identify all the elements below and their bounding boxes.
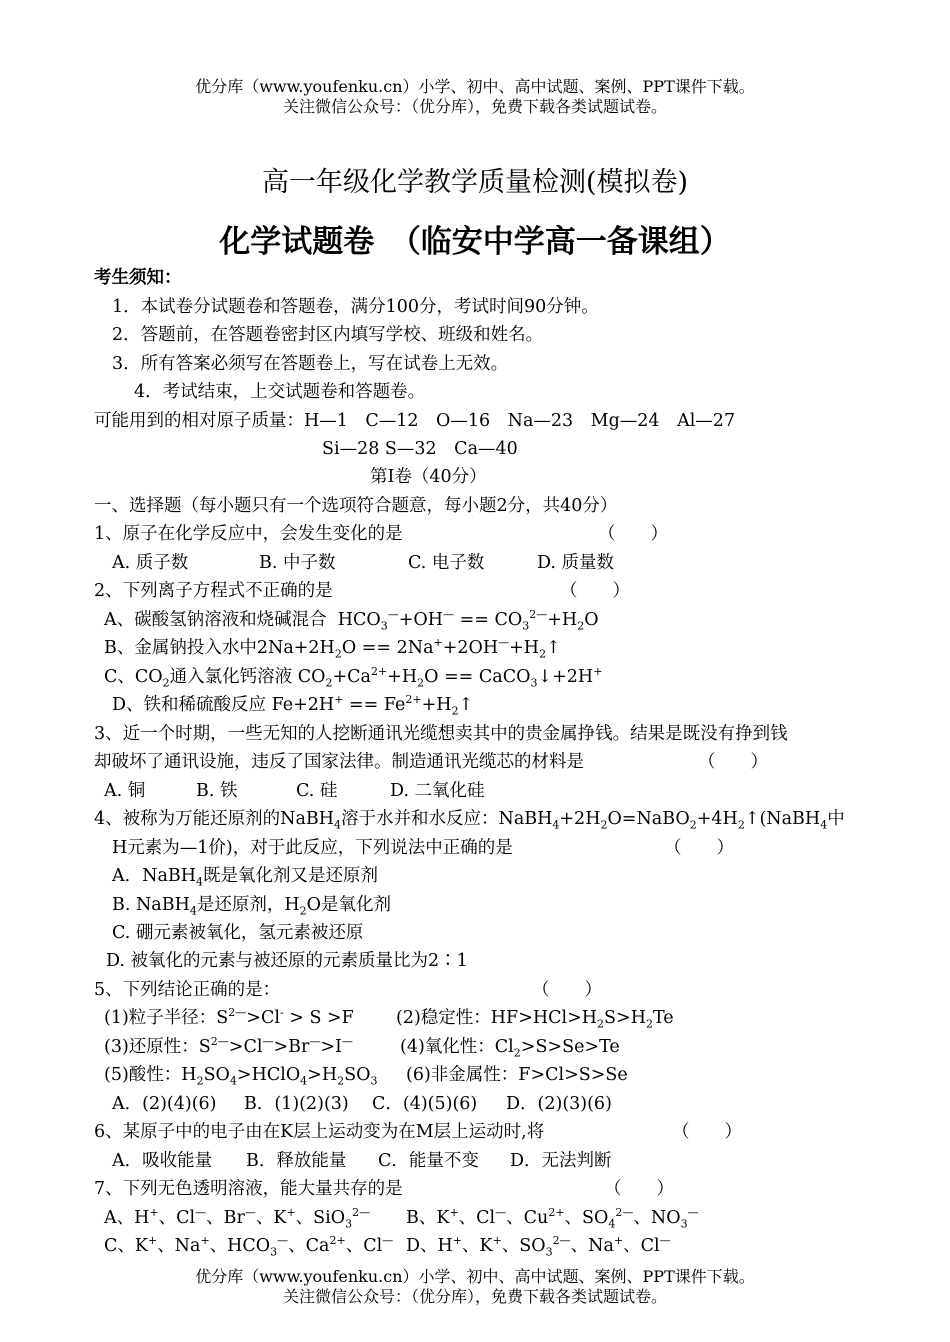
q6-option-b: B．释放能量 [246,1151,347,1171]
q4-stem-line-1: 4、被称为万能还原剂的NaBH$_4$溶于水并和水反应：$NaBH_4+2H_2O=NaBO_2+4H_2↑(NaBH_4$中 [94,809,845,832]
q7-option-d: D、H+、K+、$SO_3^{2—}$、Na+、Cl— [406,1234,671,1259]
section-heading: 一、选择题（每小题只有一个选项符合题意，每小题2分，共40分） [94,496,618,516]
q2-option-a: A、碳酸氢钠溶液和烧碱混合 $HCO_3^—+OH^— == CO_3^{2—}+H_2O$ [104,608,599,633]
q4-stem-line-2: H元素为—1价)，对于此反应，下列说法中正确的是 [112,838,513,858]
q1-option-a: A. 质子数 [112,553,189,573]
q3-answer-blank: （ ） [698,752,768,772]
q3-option-c: C. 硅 [296,781,338,801]
q7-option-b: B、K+、Cl—、$Cu^{2+}$、$SO_4^{2—}$、$NO_3^—$ [406,1206,699,1231]
q7-stem: 7、下列无色透明溶液，能大量共存的是 [94,1179,403,1199]
q2-answer-blank: （ ） [560,581,630,601]
banner-line-1: 优分库（www.youfenku.cn）小学、初中、高中试题、案例、PPT课件下载。 [195,1267,755,1286]
volume-label: 第Ⅰ卷（40分） [370,467,487,487]
q5-statement-1: (1)粒子半径：$S^{2—}>Cl^- > S >F$ [104,1006,354,1028]
q2-option-b: B、金属钠投入水中$2Na+2H_2O$ == $2Na^++2OH^—+H_2↑$ [104,636,561,661]
notice-item-1: 1．本试卷分试题卷和答题卷，满分100分，考试时间90分钟。 [112,297,599,317]
q6-option-c: C．能量不变 [378,1151,479,1171]
q5-statement-2: (2)稳定性：$HF>HCl>H_2S>H_2Te$ [396,1008,674,1031]
q6-option-d: D．无法判断 [510,1151,612,1171]
banner-line-1: 优分库（www.youfenku.cn）小学、初中、高中试题、案例、PPT课件下载。 [195,77,755,96]
q2-stem: 2、下列离子方程式不正确的是 [94,581,333,601]
q7-answer-blank: （ ） [604,1179,674,1199]
atomic-mass-line-1: 可能用到的相对原子质量：H—1 C—12 O—16 Na—23 Mg—24 Al—27 [94,411,736,431]
top-banner [0,77,950,117]
q5-option-c: C．(4)(5)(6) [372,1094,478,1114]
q4-option-d: D. 被氧化的元素与被还原的元素质量比为2∶1 [106,951,468,971]
notice-item-2: 2．答题前，在答题卷密封区内填写学校、班级和姓名。 [112,325,544,345]
q4-option-a: A．NaBH$_4$既是氧化剂又是还原剂 [112,866,379,889]
q1-stem: 1、原子在化学反应中，会发生变化的是 [94,524,403,544]
notice-heading: 考生须知： [94,268,182,288]
q4-option-c: C. 硼元素被氧化，氢元素被还原 [112,923,364,943]
q6-answer-blank: （ ） [672,1122,742,1142]
q7-option-c: C、K+、Na+、$HCO_3^—$、$Ca^{2+}$、Cl— [104,1234,394,1259]
q5-statement-3: (3)还原性：$S^{2—}>Cl^—>Br^—>I^—$ [104,1035,353,1057]
banner-line-2: 关注微信公众号：（优分库），免费下载各类试题试卷。 [282,1287,667,1306]
q6-option-a: A．吸收能量 [112,1151,213,1171]
q2-option-d: D、铁和稀硫酸反应 $Fe+2H^+ == Fe^{2+}+H_2↑$ [112,693,474,718]
q7-option-a: A、H+、Cl—、Br—、K+、SiO$_3^{2—}$ [104,1206,371,1231]
notice-item-4: 4．考试结束，上交试题卷和答题卷。 [134,382,426,402]
atomic-mass-line-2: Si—28 S—32 Ca—40 [322,439,518,459]
q5-statement-6: (6)非金属性：F>Cl>S>Se [406,1065,628,1085]
banner-line-2: 关注微信公众号：（优分库），免费下载各类试题试卷。 [282,97,667,116]
q4-option-b: B. NaBH$_4$是还原剂，$H_2O$是氧化剂 [112,895,391,918]
q1-option-b: B. 中子数 [259,553,336,573]
q3-stem-line-2: 却破坏了通讯设施，违反了国家法律。制造通讯光缆芯的材料是 [94,752,584,772]
q4-answer-blank: （ ） [664,838,734,858]
q5-statement-5: (5)酸性：$H_2SO_4>HClO_4>H_2SO_3$ [104,1065,378,1088]
q6-stem: 6、某原子中的电子由在K层上运动变为在M层上运动时,将 [94,1122,545,1142]
q5-answer-blank: （ ） [532,980,602,1000]
q5-option-a: A．(2)(4)(6) [112,1094,217,1114]
q3-option-a: A. 铜 [104,781,146,801]
q3-option-d: D. 二氧化硅 [390,781,485,801]
q1-option-d: D. 质量数 [537,553,615,573]
q3-option-b: B. 铁 [196,781,238,801]
q5-option-d: D．(2)(3)(6) [506,1094,612,1114]
q2-option-c: C、$CO_2$通入氯化钙溶液 $CO_2+Ca^{2+}+H_2O$ == CaCO$_3$↓+2H+ [104,665,603,690]
q3-stem-line-1: 3、近一个时期，一些无知的人挖断通讯光缆想卖其中的贵金属挣钱。结果是既没有挣到钱 [94,724,788,744]
q5-stem: 5、下列结论正确的是： [94,980,281,1000]
exam-subtitle: 化学试题卷 （临安中学高一备课组） [219,224,731,260]
q1-option-c: C. 电子数 [408,553,485,573]
q5-option-b: B．(1)(2)(3) [244,1094,349,1114]
bottom-banner [0,1267,950,1307]
exam-title: 高一年级化学教学质量检测(模拟卷) [261,167,689,198]
q5-statement-4: (4)氧化性：$Cl_2>S>Se>Te$ [400,1037,620,1060]
q1-answer-blank: （ ） [598,524,668,544]
notice-item-3: 3．所有答案必须写在答题卷上，写在试卷上无效。 [112,354,509,374]
